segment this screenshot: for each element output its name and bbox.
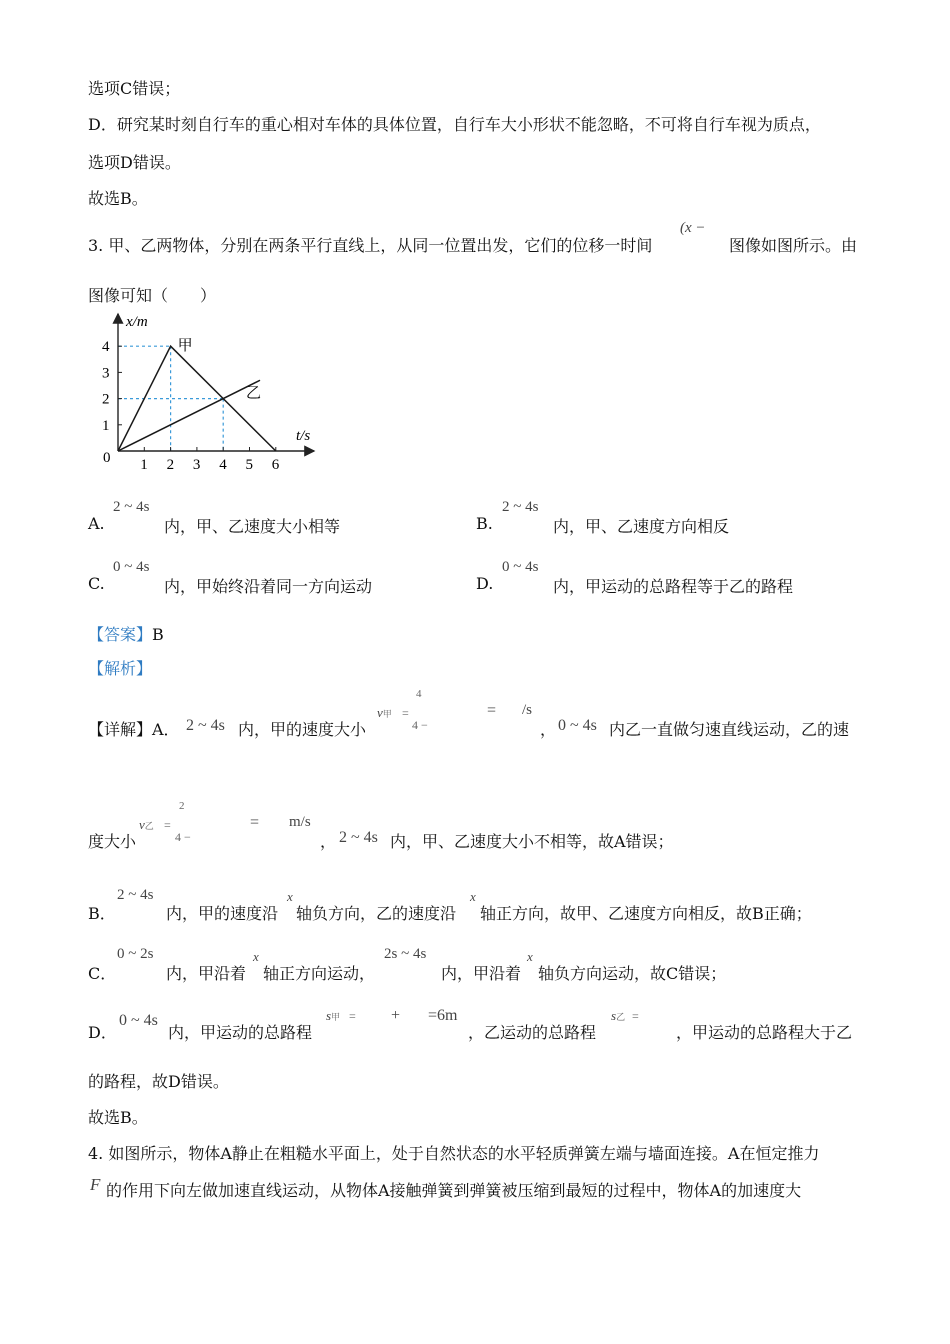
option-b-text: 内，甲、乙速度方向相反 [553,517,730,536]
question-4-line-2: 的作用下向左做加速直线运动，从物体A接触弹簧到弹簧被压缩到最短的过程中，物体A的加速度大 [106,1181,802,1200]
option-c-range: 0 ~ 4s [113,559,150,575]
text-line: 故选B。 [88,189,148,208]
s-subscript: 甲 [331,1012,341,1022]
answer-value: B [152,625,164,644]
detail-a-text-2: 内乙一直做匀速直线运动，乙的速 [609,720,850,739]
detail-d-label: D． [88,1023,117,1042]
detail-b-text: 内，甲的速度沿 [166,904,279,923]
v-letter: v [139,817,145,832]
analysis-tag: 【解析】 [88,659,153,678]
distance-symbol [326,1008,340,1024]
equals-sign-2: = [250,814,260,831]
x-tick-label: 4 [219,457,227,473]
text-line: 选项C错误； [88,79,181,98]
force-symbol: F [90,1175,101,1194]
equals-sign: = [164,818,171,832]
y-tick-label: 4 [102,339,110,356]
x-tick-label: 3 [192,457,201,473]
x-symbol: x [527,949,533,964]
equals-sign: = [402,706,409,720]
velocity-symbol-2 [139,817,154,833]
unit: m/s [289,814,311,830]
text-line: 选项D错误。 [88,153,181,172]
option-c-label: C. [88,574,105,593]
answer-line [88,622,164,645]
x-tick-label: 1 [140,457,148,473]
v-letter: v [377,705,383,720]
x-symbol: x [253,949,259,964]
detail-a2-range: 2 ~ 4s [339,829,378,846]
question-3-text: 3. 甲、乙两物体，分别在两条平行直线上，从同一位置出发，它们的位移一时间 [88,236,653,255]
s-subscript: 乙 [616,1012,626,1022]
detail-d-text-2: ，乙运动的总路程 [468,1023,597,1042]
dashed-guide-lines [118,346,223,451]
series-label-2: 乙 [246,385,262,402]
detail-a2-text-2: 内，甲、乙速度大小不相等，故A错误； [390,832,674,851]
xt-graph [96,310,330,480]
detail-c-label: C． [88,964,117,983]
option-d-label: D. [476,574,494,593]
unit: /s [522,702,533,718]
option-a-text: 内，甲、乙速度大小相等 [164,517,341,536]
plus-sign: + [391,1007,401,1024]
question-4-line-1: 4. 如图所示，物体A静止在粗糙水平面上，处于自然状态的水平轻质弹簧左端与墙面连接。A在恒定推力 [88,1144,820,1163]
equals-sign: = [349,1009,356,1023]
detail-c-range: 0 ~ 2s [117,946,154,962]
option-b-label: B. [476,514,493,533]
option-d-range: 0 ~ 4s [502,559,539,575]
detail-c-text-4: 轴负方向运动，故C错误； [538,964,727,983]
detail-d-range: 0 ~ 4s [119,1012,158,1029]
y-axis-label: x/m [126,314,148,330]
x-symbol: x [470,889,476,904]
fraction-denominator: 4 − [175,830,191,844]
detail-d2-text: 的路程，故D错误。 [88,1072,229,1091]
distance-value: =6m [428,1007,458,1024]
x-symbol: x [287,889,293,904]
question-3-text-c: 图像可知（ ） [88,286,217,305]
x-tick-label: 5 [245,457,253,473]
detail-a2-text: 度大小 [88,832,137,851]
x-axis-label: t/s [296,428,311,444]
detail-a-range-2: 0 ~ 4s [558,717,597,734]
series-line-2 [118,380,260,451]
detail-c-text-2: 轴正方向运动， [263,964,376,983]
detail-c-range-2: 2s ~ 4s [384,946,427,962]
text-line: D．研究某时刻自行车的重心相对车体的具体位置，自行车大小形状不能忽略，不可将自行车视为质点， [88,115,821,134]
x-tick-label: 6 [271,457,280,473]
detail-c-text: 内，甲沿着 [166,964,247,983]
fraction-denominator: 4 − [412,718,428,732]
s-letter: s [611,1008,617,1023]
option-d-text: 内，甲运动的总路程等于乙的路程 [553,577,794,596]
detail-d-text: 内，甲运动的总路程 [168,1023,313,1042]
detail-d-text-3: ，甲运动的总路程大于乙 [676,1023,853,1042]
option-b-range: 2 ~ 4s [502,499,539,515]
question-3-math: (x − [680,220,706,236]
detail-a-range: 2 ~ 4s [186,717,225,734]
v-subscript: 甲 [382,709,392,719]
comma: ， [320,832,337,851]
detail-a-prefix: 【详解】A． [88,720,180,739]
option-a-range: 2 ~ 4s [113,499,150,515]
equals-sign: = [632,1009,639,1023]
v-subscript: 乙 [144,821,154,831]
fraction-numerator: 4 [416,688,422,700]
origin-label: 0 [103,450,111,466]
detail-a-text: 内，甲的速度大小 [238,720,367,739]
series-label-1: 甲 [177,338,193,355]
answer-tag: 【答案】 [88,625,153,644]
conclusion: 故选B。 [88,1108,148,1127]
y-tick-label: 1 [102,417,110,434]
distance-symbol-2 [611,1008,625,1024]
detail-b-text-3: 轴正方向，故甲、乙速度方向相反，故B正确； [480,904,812,923]
detail-c-text-3: 内，甲沿着 [441,964,522,983]
velocity-symbol [377,705,392,721]
equals-sign-2: = [487,702,497,719]
y-tick-label: 3 [102,365,110,382]
fraction-numerator: 2 [179,800,185,812]
detail-b-text-2: 轴负方向，乙的速度沿 [296,904,457,923]
comma: ， [540,720,557,739]
option-c-text: 内，甲始终沿着同一方向运动 [164,577,373,596]
detail-b-label: B． [88,904,116,923]
option-a-label: A. [88,514,105,533]
question-3-text-b: 图像如图所示。由 [729,236,858,255]
detail-b-range: 2 ~ 4s [117,887,154,903]
x-tick-label: 2 [166,457,175,473]
s-letter: s [326,1008,332,1023]
y-tick-label: 2 [102,391,110,408]
